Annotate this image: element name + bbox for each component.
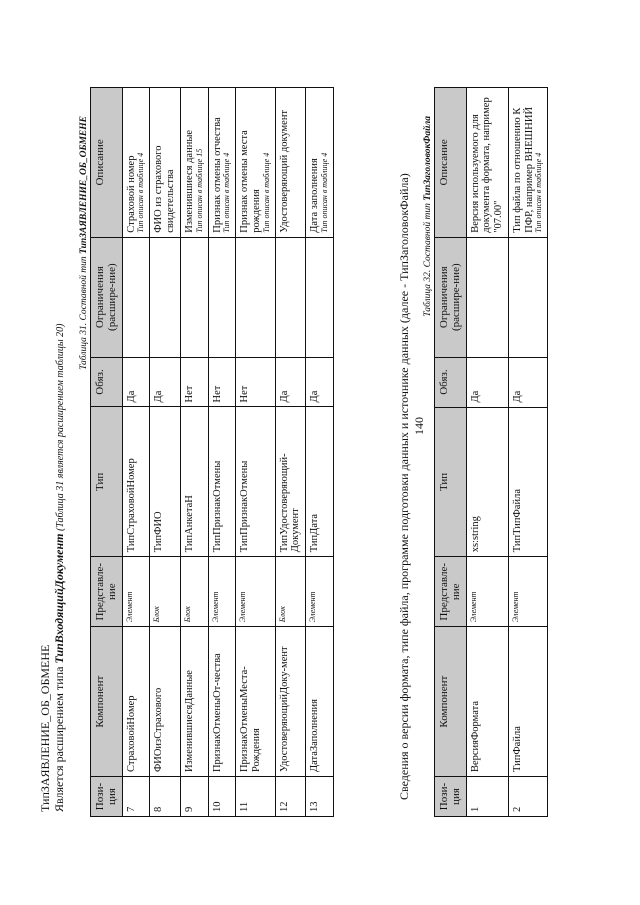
t2-header-required: Обяз. (435, 357, 467, 407)
cell-description-text: Удостоверяющий документ (278, 109, 290, 233)
cell-presentation: Элемент (306, 557, 334, 627)
cell-description (122, 88, 150, 238)
cell-description-note: Тип описан в таблице 4 (534, 152, 544, 233)
cell-description (180, 88, 208, 238)
cell-presentation: Блок (150, 557, 181, 627)
table-row (122, 88, 150, 817)
cell-component: ПризнакОтменыМеста-Рождения (236, 627, 275, 777)
extension-type: ТипВходящийДокумент (52, 533, 66, 664)
cell-limits (466, 237, 508, 357)
cell-position: 7 (122, 777, 150, 817)
t1-header-required: Обяз. (91, 357, 123, 407)
cell-type: ТипТипФайла (508, 407, 547, 557)
cell-type: ТипСтраховойНомер (122, 407, 150, 557)
cell-position: 2 (508, 777, 547, 817)
cell-description (150, 88, 181, 238)
t2-header-position: Пози-ция (435, 777, 467, 817)
cell-required: Да (508, 357, 547, 407)
cell-presentation: Элемент (208, 557, 236, 627)
cell-limits (236, 237, 275, 357)
cell-presentation: Элемент (466, 557, 508, 627)
table-row (306, 88, 334, 817)
t1-header-component: Компонент (91, 627, 123, 777)
cell-description-note: Тип описан в таблице 4 (261, 152, 271, 233)
cell-type: ТипПризнакОтмены (236, 407, 275, 557)
cell-limits (208, 237, 236, 357)
cell-required: Нет (180, 357, 208, 407)
cell-limits (306, 237, 334, 357)
cell-description-note: Тип описан в таблице 4 (319, 152, 329, 233)
table31-caption (79, 116, 89, 370)
cell-description (236, 88, 275, 238)
t2-header-description: Описание (435, 88, 467, 238)
table32-caption (423, 116, 433, 317)
t2-header-limits: Ограничения (расшире-ние) (435, 237, 467, 357)
cell-presentation: Элемент (122, 557, 150, 627)
cell-required: Нет (236, 357, 275, 407)
cell-component: ИзменившиесяДанные (180, 627, 208, 777)
cell-description-text: ФИО из страхового свидетельства (153, 145, 177, 233)
table-row (150, 88, 181, 817)
table-row (236, 88, 275, 817)
cell-presentation: Элемент (508, 557, 547, 627)
table32 (434, 87, 548, 817)
cell-component: ФИОизСтрахового (150, 627, 181, 777)
t1-header-presentation: Представле-ние (91, 557, 123, 627)
cell-component: ДатаЗаполнения (306, 627, 334, 777)
cell-presentation: Элемент (236, 557, 275, 627)
cell-description (466, 88, 508, 238)
cell-component: СтраховойНомер (122, 627, 150, 777)
table31-caption-prefix: Таблица 31. Составной тип (79, 253, 89, 370)
table-row (208, 88, 236, 817)
cell-description-text: Тип файла по отношению К ПФР, например ВНЕШНИЙ (511, 106, 535, 233)
table-row (275, 88, 306, 817)
table32-caption-prefix: Таблица 32. Составной тип (423, 200, 433, 317)
t1-header-limits: Ограничения (расшире-ние) (91, 237, 123, 357)
table31 (90, 87, 334, 817)
cell-description-text: Изменившиеся данные (183, 129, 195, 233)
cell-component: ВерсияФормата (466, 627, 508, 777)
cell-type: ТипУдостоверяющий-Документ (275, 407, 306, 557)
cell-limits (150, 237, 181, 357)
extension-line (52, 324, 67, 812)
section-title: Сведения о версии формата, типе файла, программе подготовки данных и источнике данных (далее - ТипЗаголовокФайла) (397, 173, 411, 800)
cell-type: ТипАнкетаН (180, 407, 208, 557)
cell-required: Да (275, 357, 306, 407)
cell-position: 10 (208, 777, 236, 817)
table31-header-row (91, 88, 123, 817)
cell-limits (122, 237, 150, 357)
table32-header-row (435, 88, 467, 817)
table-row (466, 88, 508, 817)
cell-component: ПризнакОтменыОт-чества (208, 627, 236, 777)
cell-required: Нет (208, 357, 236, 407)
cell-limits (275, 237, 306, 357)
cell-description (508, 88, 547, 238)
cell-description-text: Версия используемого для документа формата, например "07.00" (469, 97, 505, 233)
table-row (180, 88, 208, 817)
cell-type: ТипФИО (150, 407, 181, 557)
cell-type: xs:string (466, 407, 508, 557)
cell-required: Да (306, 357, 334, 407)
cell-description-text: Дата заполнения (309, 158, 321, 233)
cell-presentation: Блок (275, 557, 306, 627)
table-row (508, 88, 547, 817)
t2-header-type: Тип (435, 407, 467, 557)
cell-position: 9 (180, 777, 208, 817)
t1-header-description: Описание (91, 88, 123, 238)
page-number: 140 (412, 417, 426, 435)
table32-body (466, 88, 548, 817)
cell-description-text: Признак отмены места рождения (239, 130, 262, 233)
cell-position: 1 (466, 777, 508, 817)
cell-description (208, 88, 236, 238)
cell-position: 13 (306, 777, 334, 817)
t2-header-presentation: Представле-ние (435, 557, 467, 627)
table31-caption-type: ТипЗАЯВЛЕНИЕ_ОБ_ОБМЕНЕ (79, 116, 89, 254)
t1-header-position: Пози-ция (91, 777, 123, 817)
cell-type: ТипДата (306, 407, 334, 557)
t2-header-component: Компонент (435, 627, 467, 777)
cell-description (306, 88, 334, 238)
cell-limits (180, 237, 208, 357)
cell-required: Да (122, 357, 150, 407)
cell-description-text: Страховой номер (125, 155, 137, 233)
cell-description-note: Тип описан в таблице 4 (222, 152, 232, 233)
table31-body (122, 88, 333, 817)
cell-position: 8 (150, 777, 181, 817)
cell-component: УдостоверяющийДоку-мент (275, 627, 306, 777)
cell-position: 12 (275, 777, 306, 817)
cell-description-note: Тип описан в таблице 15 (194, 148, 204, 233)
cell-required: Да (466, 357, 508, 407)
cell-limits (508, 237, 547, 357)
cell-description-text: Признак отмены отчества (211, 117, 223, 233)
cell-position: 11 (236, 777, 275, 817)
extension-prefix: Является расширением типа (52, 663, 66, 812)
cell-component: ТипФайла (508, 627, 547, 777)
table32-caption-type: ТипЗаголовокФайла (423, 116, 433, 201)
type-heading: ТипЗАЯВЛЕНИЕ_ОБ_ОБМЕНЕ (38, 644, 52, 812)
extension-note: (Таблица 31 является расширением таблицы 20) (55, 323, 66, 534)
cell-type: ТипПризнакОтмены (208, 407, 236, 557)
cell-presentation: Блок (180, 557, 208, 627)
t1-header-type: Тип (91, 407, 123, 557)
cell-description (275, 88, 306, 238)
cell-description-note: Тип описан в таблице 4 (136, 152, 146, 233)
cell-required: Да (150, 357, 181, 407)
